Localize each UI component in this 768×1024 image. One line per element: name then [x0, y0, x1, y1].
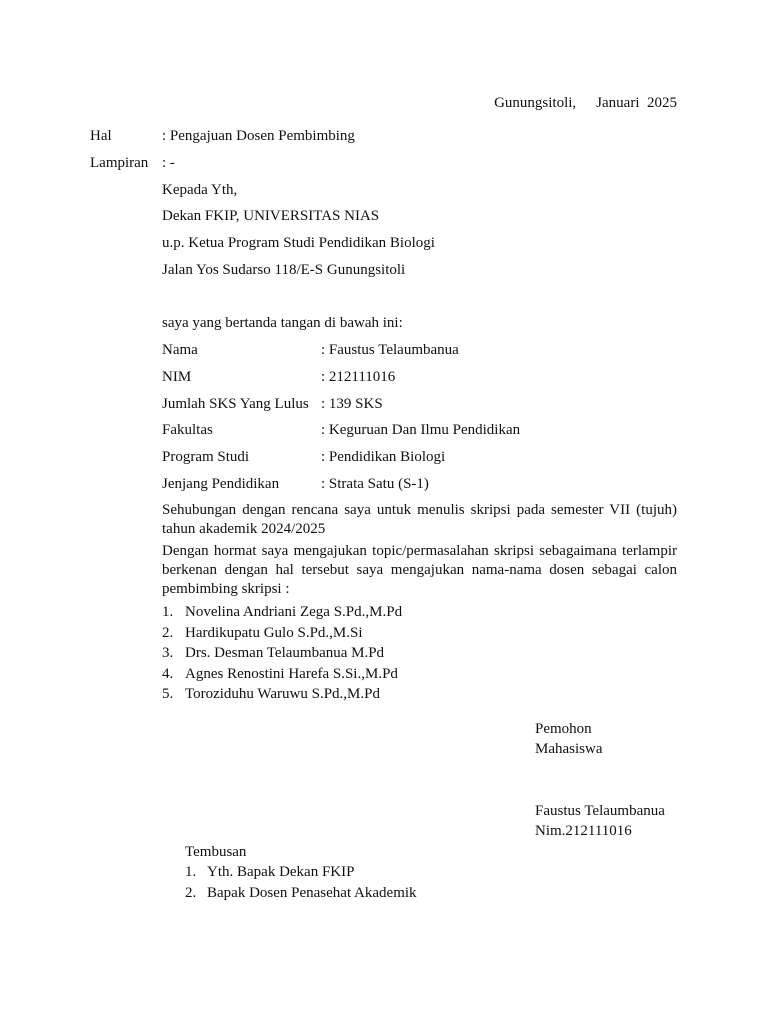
identity-value: : Pendidikan Biologi [321, 449, 446, 465]
cc-recipient: Bapak Dosen Penasehat Akademik [207, 884, 417, 901]
signature-role: Pemohon [535, 721, 592, 737]
identity-row-nama [162, 340, 682, 360]
identity-row-fakultas [162, 420, 682, 440]
list-number: 4. [162, 665, 174, 682]
identity-label: NIM [162, 369, 192, 385]
identity-value: : 212111016 [321, 369, 396, 385]
recipient-address: Jalan Yos Sudarso 118/E-S Gunungsitoli [162, 262, 406, 278]
identity-value: : Strata Satu (S-1) [321, 476, 429, 492]
list-item [162, 623, 402, 644]
identity-row-sks [162, 394, 682, 414]
list-number: 2. [185, 884, 197, 901]
identity-row-jenjang [162, 474, 682, 494]
identity-value: : Faustus Telaumbanua [321, 342, 459, 358]
signature-name: Faustus Telaumbanua [535, 803, 665, 819]
identity-row-nim [162, 367, 682, 387]
list-item [162, 643, 402, 664]
identity-label: Nama [162, 342, 198, 358]
lecturer-name: Toroziduhu Waruwu S.Pd.,M.Pd [185, 686, 380, 702]
lampiran-label: Lampiran [90, 155, 149, 171]
hal-value: : Pengajuan Dosen Pembimbing [162, 128, 355, 144]
signature-status: Mahasiswa [535, 741, 603, 757]
intro-text: saya yang bertanda tangan di bawah ini: [162, 315, 403, 331]
identity-label: Jumlah SKS Yang Lulus [162, 396, 309, 412]
cc-list [185, 862, 417, 903]
identity-label: Jenjang Pendidikan [162, 476, 280, 492]
date-line [494, 93, 677, 113]
recipient-program-head: u.p. Ketua Program Studi Pendidikan Biologi [162, 235, 435, 251]
recipient-greeting: Kepada Yth, [162, 182, 238, 198]
list-number: 2. [162, 624, 174, 641]
list-item [162, 664, 402, 685]
date-place: Gunungsitoli, [494, 95, 577, 111]
cc-recipient: Yth. Bapak Dekan FKIP [207, 864, 355, 880]
lampiran-value: : - [162, 155, 175, 171]
identity-row-prodi [162, 447, 682, 467]
paragraph-purpose: Sehubungan dengan rencana saya untuk menulis skripsi pada semester VII (tujuh) tahun akademik 2024/2025 [162, 502, 677, 537]
list-item [185, 862, 417, 883]
list-item [185, 883, 417, 904]
signature-nim: Nim.212111016 [535, 823, 632, 839]
lecturer-name: Agnes Renostini Harefa S.Si.,M.Pd [185, 665, 398, 682]
list-number: 1. [162, 604, 174, 620]
identity-value: : 139 SKS [321, 396, 383, 412]
date-month-year: Januari 2025 [596, 95, 677, 111]
cc-title: Tembusan [185, 844, 247, 860]
recipient-dean: Dekan FKIP, UNIVERSITAS NIAS [162, 208, 380, 224]
lecturer-name: Drs. Desman Telaumbanua M.Pd [185, 645, 385, 661]
lecturer-list [162, 602, 402, 705]
identity-label: Fakultas [162, 422, 213, 438]
list-number: 1. [185, 864, 197, 880]
list-number: 5. [162, 686, 174, 702]
identity-label: Program Studi [162, 449, 250, 465]
hal-label: Hal [90, 128, 112, 144]
lecturer-name: Hardikupatu Gulo S.Pd.,M.Si [185, 624, 363, 641]
list-item [162, 602, 402, 623]
lecturer-name: Novelina Andriani Zega S.Pd.,M.Pd [185, 604, 403, 620]
identity-value: : Keguruan Dan Ilmu Pendidikan [321, 422, 521, 438]
paragraph-request: Dengan hormat saya mengajukan topic/permasalahan skripsi sebagaimana terlampir berkenan dengan hal tersebut saya mengajukan nama-nama dosen sebagai calon pembimbing skripsi : [162, 543, 677, 597]
list-item [162, 684, 402, 705]
list-number: 3. [162, 645, 174, 661]
